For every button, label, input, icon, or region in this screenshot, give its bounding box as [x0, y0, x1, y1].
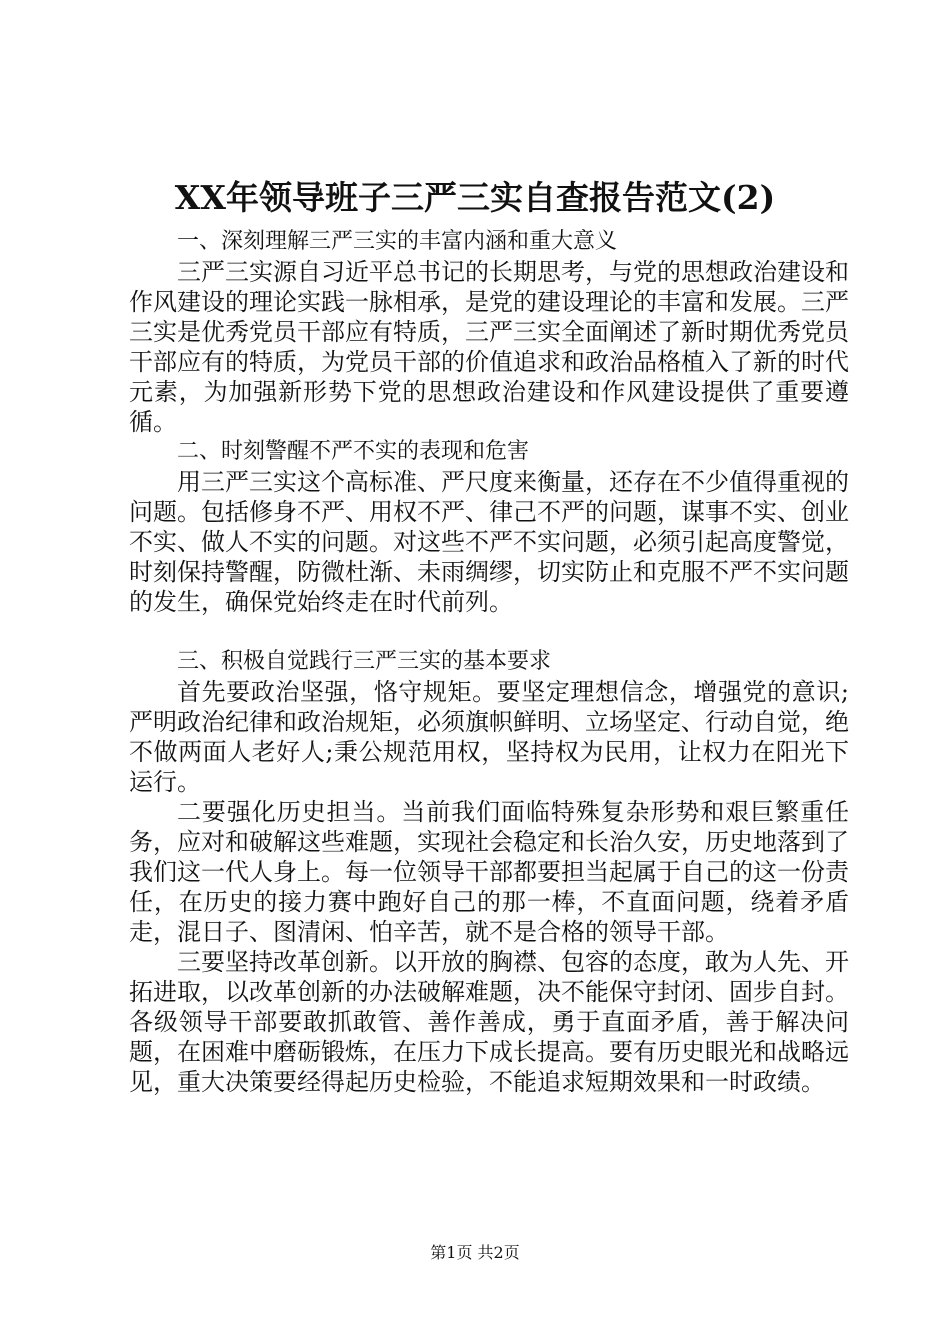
section-heading-1: 一、深刻理解三严三实的丰富内涵和重大意义	[177, 229, 618, 254]
section-heading-2: 二、时刻警醒不严不实的表现和危害	[177, 439, 530, 464]
page-number-footer: 第1页 共2页	[430, 1243, 520, 1262]
section-1-paragraph-1: 三严三实源自习近平总书记的长期思考，与党的思想政治建设和作风建设的理论实践一脉相承，是党的建设理论的丰富和发展。三严三实是优秀党员干部应有特质，三严三实全面阐述了新时期优秀党员干部应有的特质，为党员干部的价值追求和政治品格植入了新的时代元素，为加强新形势下党的思想政治建设和作风建设提供了重要遵循。	[129, 258, 849, 436]
section-3-paragraph-2: 二要强化历史担当。当前我们面临特殊复杂形势和艰巨繁重任务，应对和破解这些难题，实现社会稳定和长治久安，历史地落到了我们这一代人身上。每一位领导干部都要担当起属于自己的这一份责任，在历史的接力赛中跑好自己的那一棒，不直面问题，绕着矛盾走，混日子、图清闲、怕辛苦，就不是合格的领导干部。	[129, 798, 849, 946]
section-3-paragraph-3: 三要坚持改革创新。以开放的胸襟、包容的态度，敢为人先、开拓进取，以改革创新的办法破解难题，决不能保守封闭、固步自封。各级领导干部要敢抓敢管、善作善成，勇于直面矛盾，善于解决问题，在困难中磨砺锻炼，在压力下成长提高。要有历史眼光和战略远见，重大决策要经得起历史检验，不能追求短期效果和一时政绩。	[129, 948, 849, 1096]
section-heading-3: 三、积极自觉践行三严三实的基本要求	[177, 649, 552, 674]
section-3-paragraph-1: 首先要政治坚强，恪守规矩。要坚定理想信念，增强党的意识;严明政治纪律和政治规矩，必须旗帜鲜明、立场坚定、行动自觉，绝不做两面人老好人;秉公规范用权，坚持权为民用，让权力在阳光下运行。	[129, 678, 849, 796]
document-title: XX年领导班子三严三实自查报告范文(2)	[174, 178, 776, 217]
paragraph-spacer	[129, 617, 849, 647]
section-2-paragraph-1: 用三严三实这个高标准、严尺度来衡量，还存在不少值得重视的问题。包括修身不严、用权不严、律己不严的问题，谋事不实、创业不实、做人不实的问题。对这些不严不实问题，必须引起高度警觉，时刻保持警醒，防微杜渐、未雨绸缪，切实防止和克服不严不实问题的发生，确保党始终走在时代前列。	[129, 468, 849, 616]
document-body	[129, 227, 849, 1097]
